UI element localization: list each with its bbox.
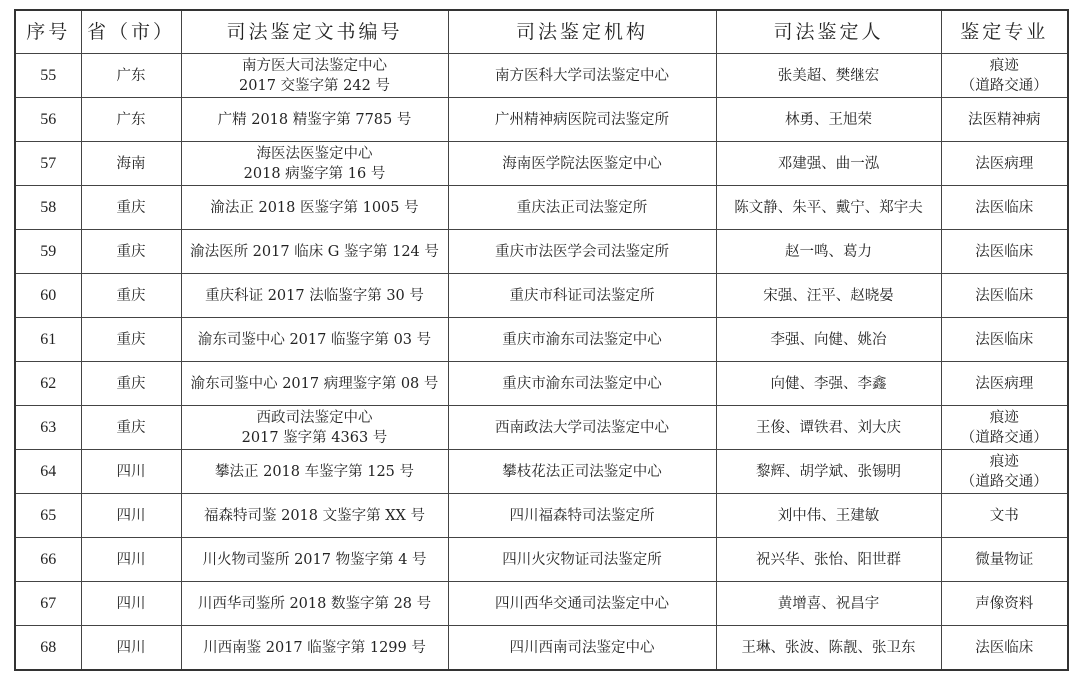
- table-row: [15, 626, 1068, 671]
- cell-serial-number: 59: [15, 230, 81, 274]
- cell-institution: 四川西华交通司法鉴定中心: [448, 582, 716, 626]
- cell-specialty: 微量物证: [941, 538, 1068, 582]
- header-specialty: 鉴定专业: [941, 10, 1068, 54]
- table-row: [15, 538, 1068, 582]
- cell-specialty: 法医临床: [941, 186, 1068, 230]
- cell-serial-number: 55: [15, 54, 81, 98]
- cell-province: 广东: [81, 54, 181, 98]
- table-row: [15, 98, 1068, 142]
- cell-document-number: 攀法正 2018 车鉴字第 125 号: [181, 450, 448, 494]
- cell-document-number: 川西南鉴 2017 临鉴字第 1299 号: [181, 626, 448, 671]
- cell-document-number: 渝法正 2018 医鉴字第 1005 号: [181, 186, 448, 230]
- cell-document-number: 渝东司鉴中心 2017 临鉴字第 03 号: [181, 318, 448, 362]
- cell-province: 重庆: [81, 274, 181, 318]
- cell-province: 重庆: [81, 230, 181, 274]
- cell-institution: 四川火灾物证司法鉴定所: [448, 538, 716, 582]
- cell-appraisers: 邓建强、曲一泓: [716, 142, 941, 186]
- cell-appraisers: 陈文静、朱平、戴宁、郑宇夫: [716, 186, 941, 230]
- cell-serial-number: 64: [15, 450, 81, 494]
- cell-province: 海南: [81, 142, 181, 186]
- cell-document-number: 渝法医所 2017 临床 G 鉴字第 124 号: [181, 230, 448, 274]
- table-row: [15, 230, 1068, 274]
- cell-document-number: 福森特司鉴 2018 文鉴字第 XX 号: [181, 494, 448, 538]
- table-row: [15, 318, 1068, 362]
- table-row: [15, 54, 1068, 98]
- header-province: 省（市）: [81, 10, 181, 54]
- table-row: [15, 186, 1068, 230]
- cell-appraisers: 张美超、樊继宏: [716, 54, 941, 98]
- cell-serial-number: 68: [15, 626, 81, 671]
- header-row: [15, 10, 1068, 54]
- cell-serial-number: 67: [15, 582, 81, 626]
- cell-appraisers: 林勇、王旭荣: [716, 98, 941, 142]
- cell-document-number: 渝东司鉴中心 2017 病理鉴字第 08 号: [181, 362, 448, 406]
- cell-document-number: 西政司法鉴定中心 2017 鉴字第 4363 号: [181, 406, 448, 450]
- cell-appraisers: 黎辉、胡学斌、张锡明: [716, 450, 941, 494]
- table-row: [15, 450, 1068, 494]
- cell-document-number: 广精 2018 精鉴字第 7785 号: [181, 98, 448, 142]
- cell-specialty: 法医病理: [941, 362, 1068, 406]
- cell-province: 四川: [81, 582, 181, 626]
- cell-province: 四川: [81, 450, 181, 494]
- cell-serial-number: 65: [15, 494, 81, 538]
- cell-province: 四川: [81, 626, 181, 671]
- cell-specialty: 法医病理: [941, 142, 1068, 186]
- cell-institution: 攀枝花法正司法鉴定中心: [448, 450, 716, 494]
- cell-serial-number: 60: [15, 274, 81, 318]
- cell-province: 重庆: [81, 186, 181, 230]
- cell-serial-number: 58: [15, 186, 81, 230]
- cell-specialty: 法医临床: [941, 230, 1068, 274]
- table-row: [15, 582, 1068, 626]
- cell-institution: 重庆市渝东司法鉴定中心: [448, 318, 716, 362]
- cell-specialty: 法医临床: [941, 318, 1068, 362]
- cell-document-number: 川火物司鉴所 2017 物鉴字第 4 号: [181, 538, 448, 582]
- cell-institution: 广州精神病医院司法鉴定所: [448, 98, 716, 142]
- cell-specialty: 法医精神病: [941, 98, 1068, 142]
- cell-specialty: 法医临床: [941, 626, 1068, 671]
- cell-province: 四川: [81, 494, 181, 538]
- header-appraisers: 司法鉴定人: [716, 10, 941, 54]
- cell-appraisers: 李强、向健、姚冶: [716, 318, 941, 362]
- cell-institution: 四川福森特司法鉴定所: [448, 494, 716, 538]
- table-row: [15, 142, 1068, 186]
- cell-province: 广东: [81, 98, 181, 142]
- table-row: [15, 494, 1068, 538]
- cell-appraisers: 黄增喜、祝昌宇: [716, 582, 941, 626]
- cell-serial-number: 57: [15, 142, 81, 186]
- cell-institution: 重庆市渝东司法鉴定中心: [448, 362, 716, 406]
- cell-appraisers: 刘中伟、王建敏: [716, 494, 941, 538]
- cell-province: 四川: [81, 538, 181, 582]
- cell-specialty: 痕迹 （道路交通）: [941, 450, 1068, 494]
- table-body: [15, 54, 1068, 671]
- cell-document-number: 重庆科证 2017 法临鉴字第 30 号: [181, 274, 448, 318]
- cell-serial-number: 66: [15, 538, 81, 582]
- header-institution: 司法鉴定机构: [448, 10, 716, 54]
- cell-serial-number: 63: [15, 406, 81, 450]
- cell-institution: 重庆市法医学会司法鉴定所: [448, 230, 716, 274]
- header-document-number: 司法鉴定文书编号: [181, 10, 448, 54]
- cell-institution: 海南医学院法医鉴定中心: [448, 142, 716, 186]
- cell-serial-number: 56: [15, 98, 81, 142]
- appraisal-table: [14, 9, 1069, 671]
- cell-appraisers: 宋强、汪平、赵晓晏: [716, 274, 941, 318]
- cell-document-number: 海医法医鉴定中心 2018 病鉴字第 16 号: [181, 142, 448, 186]
- cell-appraisers: 向健、李强、李鑫: [716, 362, 941, 406]
- cell-institution: 重庆法正司法鉴定所: [448, 186, 716, 230]
- cell-appraisers: 王琳、张波、陈靓、张卫东: [716, 626, 941, 671]
- cell-specialty: 痕迹 （道路交通）: [941, 406, 1068, 450]
- cell-institution: 南方医科大学司法鉴定中心: [448, 54, 716, 98]
- cell-serial-number: 61: [15, 318, 81, 362]
- cell-institution: 西南政法大学司法鉴定中心: [448, 406, 716, 450]
- cell-appraisers: 赵一鸣、葛力: [716, 230, 941, 274]
- table-row: [15, 274, 1068, 318]
- cell-document-number: 川西华司鉴所 2018 数鉴字第 28 号: [181, 582, 448, 626]
- cell-province: 重庆: [81, 362, 181, 406]
- cell-document-number: 南方医大司法鉴定中心 2017 交鉴字第 242 号: [181, 54, 448, 98]
- cell-specialty: 法医临床: [941, 274, 1068, 318]
- cell-institution: 四川西南司法鉴定中心: [448, 626, 716, 671]
- cell-specialty: 文书: [941, 494, 1068, 538]
- table-row: [15, 406, 1068, 450]
- cell-appraisers: 王俊、谭铁君、刘大庆: [716, 406, 941, 450]
- cell-serial-number: 62: [15, 362, 81, 406]
- cell-specialty: 痕迹 （道路交通）: [941, 54, 1068, 98]
- cell-appraisers: 祝兴华、张怡、阳世群: [716, 538, 941, 582]
- table-row: [15, 362, 1068, 406]
- header-serial-number: 序号: [15, 10, 81, 54]
- cell-province: 重庆: [81, 406, 181, 450]
- cell-province: 重庆: [81, 318, 181, 362]
- cell-specialty: 声像资料: [941, 582, 1068, 626]
- cell-institution: 重庆市科证司法鉴定所: [448, 274, 716, 318]
